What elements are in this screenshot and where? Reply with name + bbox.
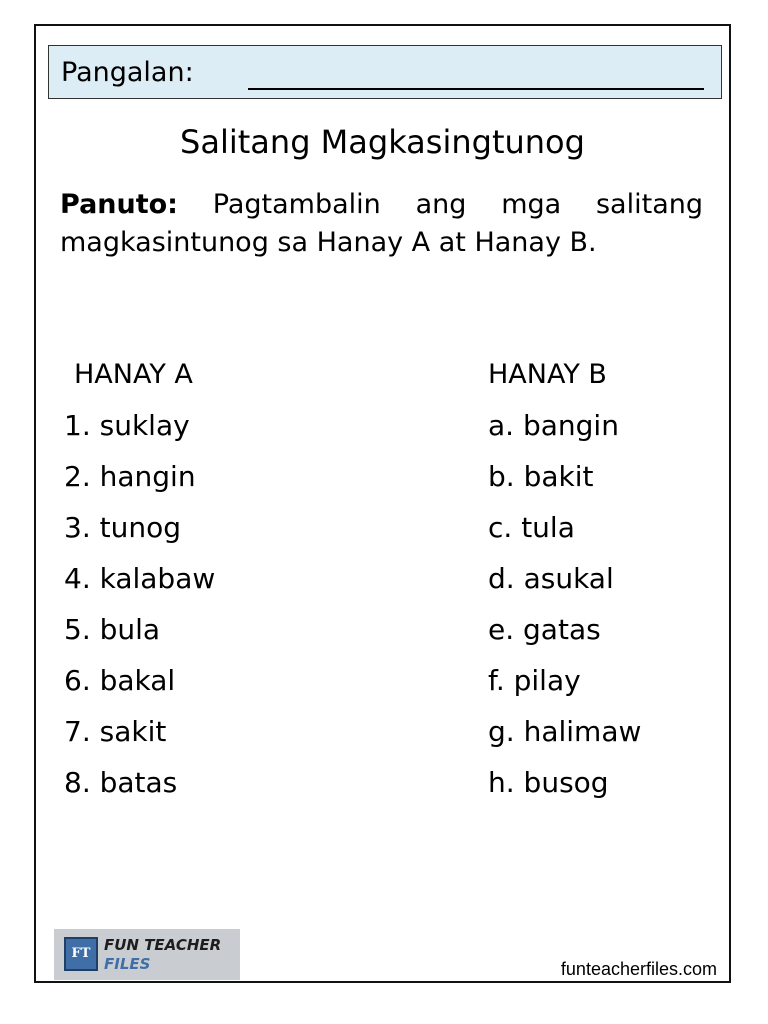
worksheet-title: Salitang Magkasingtunog [180,123,585,161]
site-url: funteacherfiles.com [560,959,717,979]
name-blank-line[interactable] [248,88,704,90]
hanay-a-item: 1. suklay [64,409,190,442]
hanay-b-header: HANAY B [488,359,607,390]
hanay-a-header: HANAY A [74,359,193,390]
hanay-b-item: e. gatas [488,613,601,646]
logo-text-line2: FILES [104,955,151,973]
instructions-text: Pagtambalin ang mga salitang magkasintunog sa Hanay A at Hanay B. [60,189,703,258]
hanay-a-item: 6. bakal [64,664,176,697]
logo-text-line1: FUN TEACHER [104,936,222,954]
hanay-b-list [488,409,641,817]
hanay-b-item: g. halimaw [488,715,642,748]
hanay-a-item: 3. tunog [64,511,181,544]
hanay-a-item: 8. batas [64,766,178,799]
name-box [48,45,722,99]
instructions-label: Panuto: [60,189,178,220]
hanay-b-item: h. busog [488,766,609,799]
hanay-b-item: f. pilay [488,664,581,697]
hanay-a-item: 5. bula [64,613,161,646]
fun-teacher-files-logo [54,929,240,980]
instructions [60,186,703,262]
hanay-b-item: b. bakit [488,460,594,493]
worksheet [34,24,731,983]
ft-logo-icon: FT [64,937,98,971]
name-label: Pangalan: [61,57,194,88]
hanay-a-item: 4. kalabaw [64,562,216,595]
hanay-a-item: 2. hangin [64,460,196,493]
hanay-b-item: d. asukal [488,562,614,595]
hanay-a-list [64,409,215,817]
hanay-b-item: a. bangin [488,409,619,442]
hanay-a-item: 7. sakit [64,715,167,748]
hanay-b-item: c. tula [488,511,575,544]
